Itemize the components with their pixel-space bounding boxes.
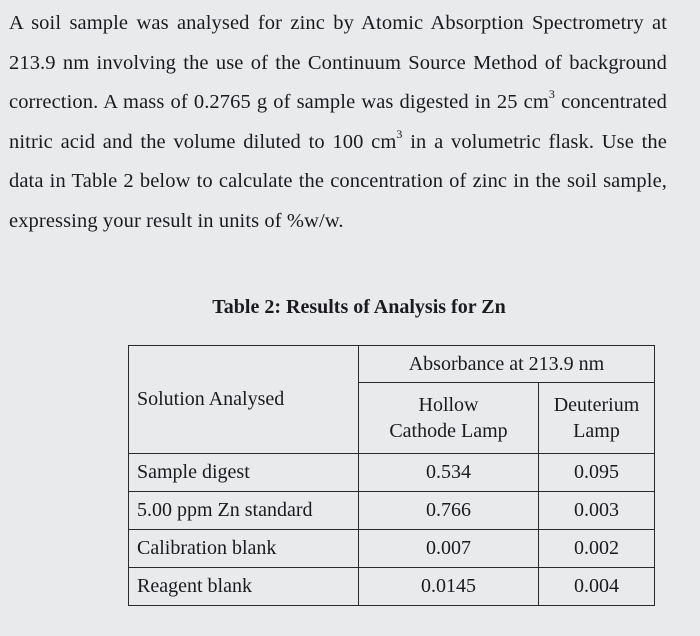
header-hollow-line1: Hollow	[418, 394, 479, 416]
solution-cell: Calibration blank	[129, 530, 359, 568]
header-absorbance: Absorbance at 213.9 nm	[359, 346, 655, 383]
header-hollow-line2: Cathode Lamp	[389, 420, 508, 442]
results-table	[128, 345, 655, 606]
solution-cell: Sample digest	[129, 454, 359, 492]
table-row	[129, 530, 655, 568]
question-text	[9, 4, 667, 241]
header-hollow-cathode-lamp	[359, 383, 539, 454]
question-part-1: A soil sample was analysed for zinc by Atomic Absorption Spectrometry at 213.9 nm involving the use of the Continuum Source Method of background correction. A mass of 0.2765 g of sample was digested in 25 cm	[9, 12, 667, 113]
header-solution-analysed: Solution Analysed	[129, 346, 359, 454]
table-row	[129, 454, 655, 492]
hollow-value-cell: 0.007	[359, 530, 539, 568]
table-row	[129, 568, 655, 606]
deuterium-value-cell: 0.004	[539, 568, 655, 606]
superscript-3: 3	[396, 126, 403, 141]
solution-cell: Reagent blank	[129, 568, 359, 606]
table-caption: Table 2: Results of Analysis for Zn	[212, 296, 506, 318]
hollow-value-cell: 0.0145	[359, 568, 539, 606]
solution-cell: 5.00 ppm Zn standard	[129, 492, 359, 530]
deuterium-value-cell: 0.002	[539, 530, 655, 568]
header-deuterium-line1: Deuterium	[553, 394, 640, 416]
deuterium-value-cell: 0.095	[539, 454, 655, 492]
deuterium-value-cell: 0.003	[539, 492, 655, 530]
question-part-3: in a volumetric flask. Use the data in Table 2 below to calculate the concentration of zinc in the soil sample, expressing your result in units of %w/w.	[9, 130, 667, 232]
table-row	[129, 492, 655, 530]
question-part-2: concentrated nitric acid and the volume diluted to 100 cm	[9, 91, 667, 153]
hollow-value-cell: 0.534	[359, 454, 539, 492]
header-deuterium-lamp	[539, 383, 655, 454]
superscript-3: 3	[548, 87, 556, 102]
hollow-value-cell: 0.766	[359, 492, 539, 530]
header-deuterium-line2: Lamp	[573, 420, 620, 442]
